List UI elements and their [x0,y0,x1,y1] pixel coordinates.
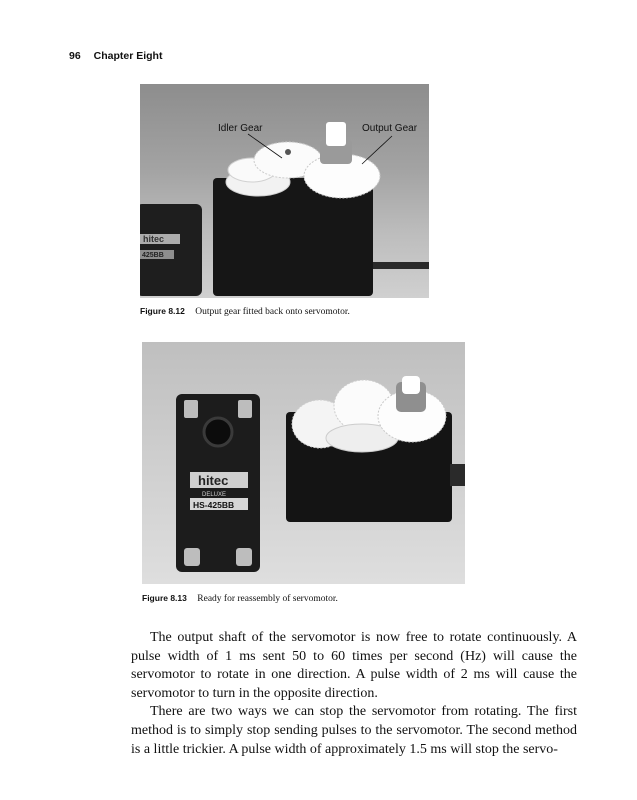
cover-logo: hitec [198,473,229,488]
cover-model: HS-425BB [193,500,235,510]
paragraph: There are two ways we can stop the servomotor from rotating. The first method is to simply stop sending pulses to the servomotor. The second method is a little trickier. A pulse width of approximately 1.5 ms will stop the servo- [131,704,577,757]
output-leader-line [362,136,392,164]
figure-8-13-caption [142,593,338,604]
figure-number: Figure 8.12 [140,306,185,316]
idler-gear-pin [285,149,291,155]
paragraph: The output shaft of the servomotor is now free to rotate continuously. A pulse width of 1 ms sent 50 to 60 times per second (Hz) will cause the servomotor to rotate in one direction. A pulse width of 2 ms will cause the servomotor to turn in the opposite direction. [131,630,577,701]
cover-tab [236,548,252,566]
figure-number: Figure 8.13 [142,593,187,603]
output-shaft [402,376,420,394]
cover-tab [238,400,252,418]
chapter-title: Chapter Eight [93,50,163,62]
caption-text: Ready for reassembly of servomotor. [197,594,338,604]
output-shaft [326,122,346,146]
figure-8-12-photo [140,84,429,298]
cover-deluxe: DELUXE [202,492,227,498]
cover-tab [184,400,198,418]
cover-tab [184,548,200,566]
running-head [69,50,162,62]
output-gear-label: Output Gear [362,123,418,134]
figure-8-13-photo [142,342,465,584]
cover-shaft-hole [204,418,232,446]
idler-gear-label: Idler Gear [218,123,263,134]
page-number: 96 [69,50,81,62]
servo-cable [373,262,429,269]
caption-text: Output gear fitted back onto servomotor. [195,307,350,317]
background-servo-logo: hitec [143,234,165,244]
background-servo-model: 425BB [142,252,164,259]
body-text [131,629,577,759]
servo-cable [450,464,465,486]
figure-8-12-caption [140,306,350,317]
